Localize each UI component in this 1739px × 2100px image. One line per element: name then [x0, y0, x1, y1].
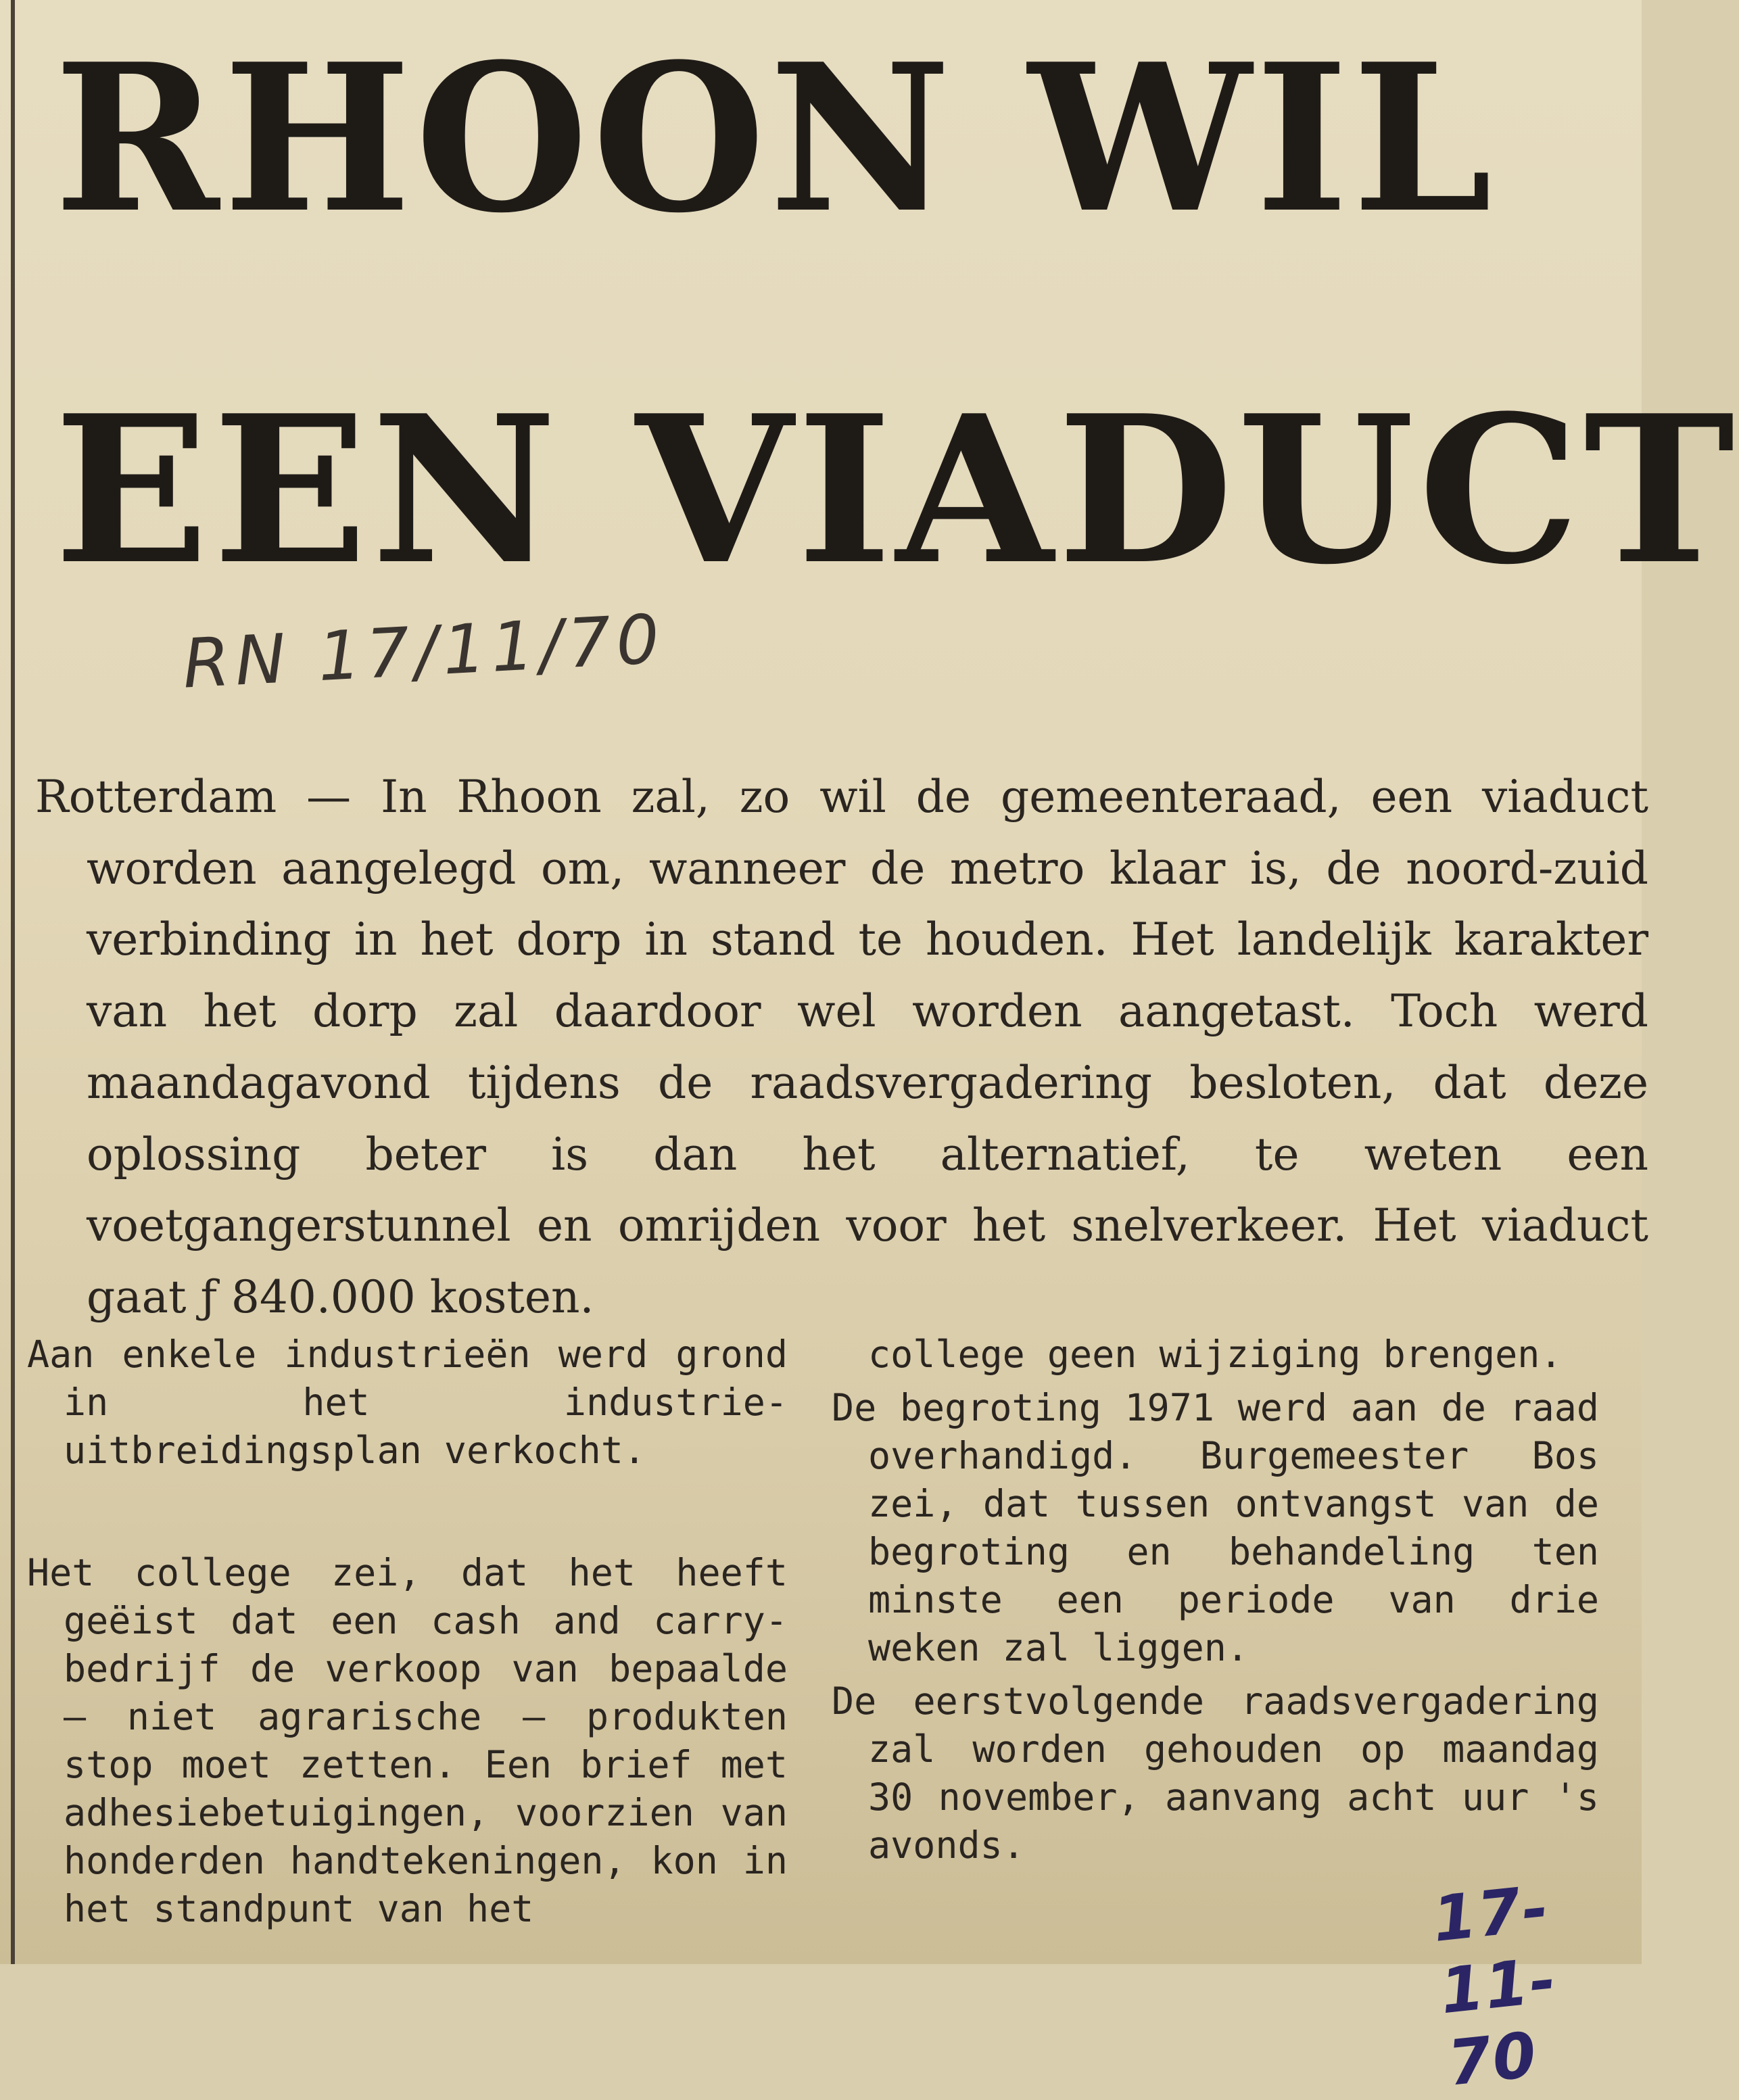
- paragraph-spacer: [832, 1672, 1599, 1677]
- right-paragraph-1: college geen wijziging brengen.: [868, 1333, 1563, 1376]
- lead-paragraph: Rotterdam — In Rhoon zal, zo wil de gemeenteraad, een viaduct worden aangelegd om, wanneer de metro klaar is, de noord-zuid verbinding in het dorp in stand te houden. Het landelijk karakter van het dorp zal daardoor wel worden aangetast. Toch werd maandagavond tijdens de raadsvergadering besloten, dat deze oplossing beter is dan het alternatief, te weten een voetgangerstunnel en omrijden voor het snelverkeer. Het viaduct gaat ƒ 840.000 kosten.: [35, 771, 1648, 1323]
- left-paragraph-2: Het college zei, dat het heeft geëist dat een cash and carry-bedrijf de verkoop van bepaalde — niet agrarische — produkten stop moet zetten. Een brief met adhesiebetuigingen, voorzien van honderden handtekeningen, kon in het standpunt van het: [27, 1551, 788, 1930]
- right-paragraph-3: De eerstvolgende raadsvergadering zal worden gehouden op maandag 30 november, aanvang acht uur 's avonds.: [832, 1679, 1599, 1867]
- headline-line-2: EEN VIADUCT: [54, 371, 1739, 609]
- right-paragraph-2: De begroting 1971 werd aan de raad overhandigd. Burgemeester Bos zei, dat tussen ontvangst van de begroting en behandeling ten minste een periode van drie weken zal liggen.: [832, 1386, 1599, 1669]
- handwritten-annotation: RN 17/11/70: [181, 599, 667, 704]
- headline-line-1: RHOON WIL: [54, 19, 1496, 258]
- paragraph-spacer: [832, 1379, 1599, 1384]
- right-column: [832, 1331, 1599, 1869]
- handwritten-date-stamp: 17-11-70: [1429, 1871, 1561, 2100]
- left-column: [27, 1331, 788, 1933]
- paragraph-spacer: [27, 1475, 788, 1549]
- left-paragraph-1: Aan enkele industrieën werd grond in het industrie-uitbreidingsplan verkocht.: [27, 1333, 788, 1472]
- clipping-left-edge: [11, 0, 15, 1964]
